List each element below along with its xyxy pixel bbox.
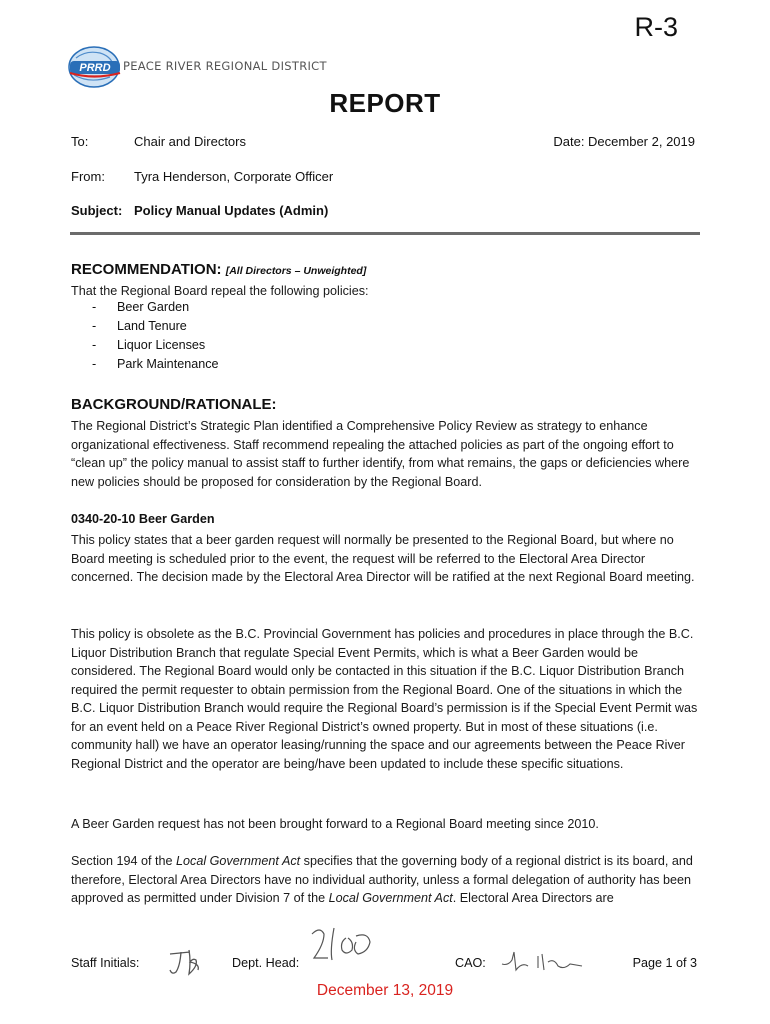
background-paragraph-3: This policy is obsolete as the B.C. Provincial Government has policies and procedures in place through the B.C. Liquor Distribution Branch that regulate Special Event Permits, which is what a Beer Garden would be considered. The Regional Board would only be contacted in this situation if the B.C. Liquor Distribution Branch required the permit requester to obtain permission from the Regional Board. One of the situations in which the B.C. Liquor Distribution Branch would require the Regional Board’s permission is if the Special Event Permit was for an event held on a Peace River Regional District’s owned property. But in most of these situations (i.e. community hall) we have an operator leasing/running the space and our agreements between the Peace River Regional District and the operator are being/have been updated to include these specific situations. [71,627,698,771]
to-value: Chair and Directors [134,134,246,149]
header-divider [70,232,700,235]
logo-acronym: PRRD [79,62,111,74]
cao-label: CAO: [455,956,486,970]
from-value: Tyra Henderson, Corporate Officer [134,169,334,184]
policy-subheading: 0340-20-10 Beer Garden [71,512,215,526]
background-paragraph-1: The Regional District’s Strategic Plan identified a Comprehensive Policy Review as strategy to enhance organizational effectiveness. Staff recommend repealing the attached policies as part of the ongoing effort to “clean up” the policy manual to assist staff to further identify, from what remains, the gaps or deficiencies where new policies should be proposed for consideration by the Regional Board. [71,419,690,489]
page-number: Page 1 of 3 [632,956,697,970]
from-label: From: [71,169,105,184]
subject-label: Subject: [71,203,123,218]
background-heading: BACKGROUND/RATIONALE: [71,396,277,413]
dept-head-signature [306,920,378,970]
staff-initials-signature [160,940,210,980]
dept-head-label: Dept. Head: [232,956,300,970]
report-date: Date: December 2, 2019 [553,134,695,149]
list-item: - Liquor Licenses [92,338,206,352]
recommendation-intro: That the Regional Board repeal the following policies: [71,284,369,298]
recommendation-heading [71,261,366,278]
received-date-stamp: December 13, 2019 [316,982,454,999]
staff-initials-label: Staff Initials: [71,956,140,970]
cao-signature [498,948,584,974]
background-paragraph-4: A Beer Garden request has not been brought forward to a Regional Board meeting since 2010. [71,817,599,831]
background-paragraph-2: This policy states that a beer garden request will normally be presented to the Regional Board, but where no Board meeting is scheduled prior to the event, the request will be referred to the Electoral Area Director concerned. The decision made by the Electoral Area Director will be ratified at the next Regional Board meeting. [71,533,695,584]
recommendation-title: RECOMMENDATION: [71,261,222,278]
subject-value: Policy Manual Updates (Admin) [134,203,329,218]
background-paragraph-5: Section 194 of the Local Government Act specifies that the governing body of a regional district is its board, and therefore, Electoral Area Directors have no individual authority, unless a formal delegation of authority has been approved as permitted under Division 7 of the Local Government Act. Electoral Area Directors are [71,854,693,905]
list-item: - Park Maintenance [92,357,219,371]
prrd-globe-icon [66,44,126,92]
document-id: R-3 [634,12,678,42]
list-item: - Beer Garden [92,300,190,314]
list-item: - Land Tenure [92,319,187,333]
to-label: To: [71,134,89,149]
page-title: REPORT [329,88,441,118]
org-name: PEACE RIVER REGIONAL DISTRICT [123,59,327,73]
recommendation-qualifier: [All Directors – Unweighted] [225,265,367,277]
